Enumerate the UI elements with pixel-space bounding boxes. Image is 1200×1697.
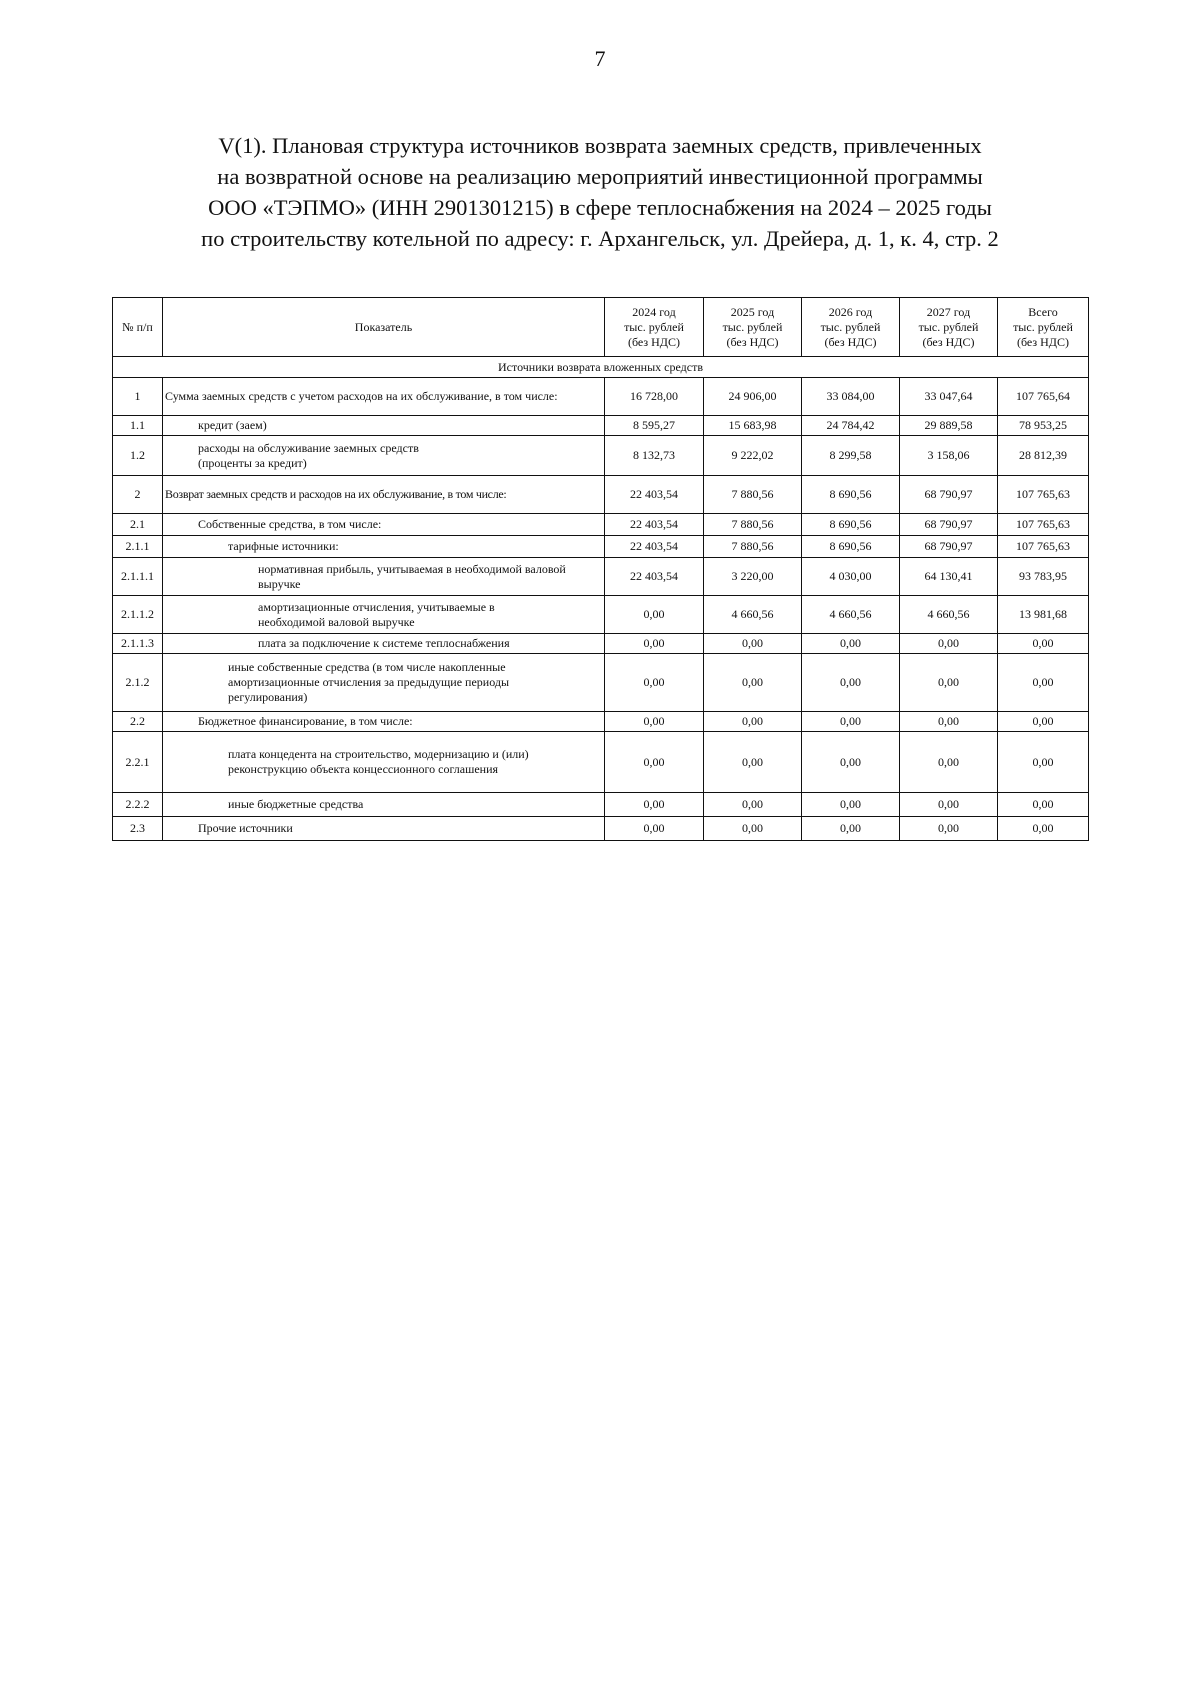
- header-2027: [900, 298, 998, 357]
- title-line-4: по строительству котельной по адресу: г. Архангельск, ул. Дрейера, д. 1, к. 4, стр. 2: [201, 226, 999, 251]
- table-row: [113, 378, 1089, 416]
- row-value-total: 107 765,63: [998, 476, 1089, 514]
- table-row: [113, 596, 1089, 634]
- row-value-2027: 0,00: [900, 817, 998, 841]
- row-value-2024: 0,00: [605, 634, 704, 654]
- table-row: [113, 634, 1089, 654]
- header-total: [998, 298, 1089, 357]
- row-label: тарифные источники:: [163, 536, 605, 558]
- row-value-2025: 15 683,98: [704, 416, 802, 436]
- row-value-2025: 0,00: [704, 732, 802, 793]
- header-2026-line-2: тыс. рублей: [820, 319, 881, 334]
- row-num: 2.1: [113, 514, 163, 536]
- row-label: плата за подключение к системе теплоснабжения: [163, 634, 605, 654]
- header-2025: [704, 298, 802, 357]
- row-value-2024: 0,00: [605, 732, 704, 793]
- row-value-2027: 3 158,06: [900, 436, 998, 476]
- header-2026: [802, 298, 900, 357]
- row-label: иные собственные средства (в том числе накопленные амортизационные отчисления за предыдущие периоды регулирования): [163, 654, 605, 712]
- header-2027-line-1: 2027 год: [926, 304, 971, 319]
- row-value-2026: 0,00: [802, 712, 900, 732]
- row-value-2024: 8 132,73: [605, 436, 704, 476]
- row-value-2026: 0,00: [802, 634, 900, 654]
- row-value-2024: 0,00: [605, 596, 704, 634]
- row-num: 2.2.1: [113, 732, 163, 793]
- table-row: [113, 712, 1089, 732]
- row-value-total: 78 953,25: [998, 416, 1089, 436]
- row-num: 2.1.1.3: [113, 634, 163, 654]
- row-value-2027: 0,00: [900, 654, 998, 712]
- row-value-2027: 4 660,56: [900, 596, 998, 634]
- row-value-2026: 24 784,42: [802, 416, 900, 436]
- row-value-total: 0,00: [998, 793, 1089, 817]
- row-value-2025: 0,00: [704, 712, 802, 732]
- row-label: амортизационные отчисления, учитываемые в необходимой валовой выручке: [163, 596, 605, 634]
- row-value-total: 0,00: [998, 712, 1089, 732]
- row-num: 2.1.2: [113, 654, 163, 712]
- sources-table: [112, 297, 1089, 841]
- row-value-2024: 0,00: [605, 817, 704, 841]
- row-value-2026: 8 299,58: [802, 436, 900, 476]
- row-value-2026: 0,00: [802, 817, 900, 841]
- row-value-2026: 0,00: [802, 793, 900, 817]
- row-num: 1.2: [113, 436, 163, 476]
- row-value-total: 0,00: [998, 817, 1089, 841]
- section-title: Источники возврата вложенных средств: [113, 357, 1089, 378]
- row-num: 2.2: [113, 712, 163, 732]
- row-value-2024: 8 595,27: [605, 416, 704, 436]
- row-value-total: 0,00: [998, 654, 1089, 712]
- table-row: [113, 476, 1089, 514]
- row-value-2026: 8 690,56: [802, 514, 900, 536]
- header-2024-line-1: 2024 год: [632, 304, 676, 319]
- row-value-2024: 22 403,54: [605, 514, 704, 536]
- row-value-2027: 29 889,58: [900, 416, 998, 436]
- row-value-2024: 0,00: [605, 712, 704, 732]
- row-label: иные бюджетные средства: [163, 793, 605, 817]
- row-num: 2.1.1: [113, 536, 163, 558]
- row-label: нормативная прибыль, учитываемая в необходимой валовой выручке: [163, 558, 605, 596]
- row-value-total: 0,00: [998, 634, 1089, 654]
- row-value-2027: 0,00: [900, 634, 998, 654]
- row-value-total: 28 812,39: [998, 436, 1089, 476]
- row-value-2025: 0,00: [704, 654, 802, 712]
- row-value-2024: 16 728,00: [605, 378, 704, 416]
- row-value-2026: 8 690,56: [802, 536, 900, 558]
- row-value-2025: 3 220,00: [704, 558, 802, 596]
- table-header-row: [113, 298, 1089, 357]
- row-value-2025: 4 660,56: [704, 596, 802, 634]
- row-value-total: 0,00: [998, 732, 1089, 793]
- row-value-2027: 0,00: [900, 732, 998, 793]
- row-value-2027: 64 130,41: [900, 558, 998, 596]
- row-value-2026: 0,00: [802, 732, 900, 793]
- header-2024: [605, 298, 704, 357]
- header-indicator: Показатель: [163, 298, 605, 357]
- row-value-total: 13 981,68: [998, 596, 1089, 634]
- row-label: расходы на обслуживание заемных средств (проценты за кредит): [163, 436, 605, 476]
- row-value-total: 107 765,63: [998, 514, 1089, 536]
- table-row: [113, 416, 1089, 436]
- row-value-2024: 0,00: [605, 654, 704, 712]
- header-2024-line-2: тыс. рублей: [624, 319, 684, 334]
- header-total-line-2: тыс. рублей: [1013, 319, 1073, 334]
- header-2024-line-3: (без НДС): [627, 334, 680, 349]
- row-value-2026: 33 084,00: [802, 378, 900, 416]
- header-2025-line-2: тыс. рублей: [722, 319, 783, 334]
- row-value-2026: 4 030,00: [802, 558, 900, 596]
- header-2026-line-3: (без НДС): [824, 334, 877, 349]
- row-value-2025: 0,00: [704, 793, 802, 817]
- table-row: [113, 817, 1089, 841]
- row-value-2026: 0,00: [802, 654, 900, 712]
- row-value-2025: 0,00: [704, 817, 802, 841]
- row-label: Прочие источники: [163, 817, 605, 841]
- row-num: 1: [113, 378, 163, 416]
- header-2026-line-1: 2026 год: [828, 304, 873, 319]
- header-2025-line-1: 2025 год: [730, 304, 775, 319]
- header-total-line-3: (без НДС): [1016, 334, 1069, 349]
- header-num: № п/п: [113, 298, 163, 357]
- row-value-total: 107 765,64: [998, 378, 1089, 416]
- title-line-1: V(1). Плановая структура источников возврата заемных средств, привлеченных: [218, 133, 982, 158]
- row-value-2027: 68 790,97: [900, 514, 998, 536]
- header-2025-line-3: (без НДС): [726, 334, 779, 349]
- document-title: [100, 130, 1100, 254]
- table-row: [113, 654, 1089, 712]
- row-value-2027: 33 047,64: [900, 378, 998, 416]
- row-value-total: 107 765,63: [998, 536, 1089, 558]
- row-value-2027: 0,00: [900, 712, 998, 732]
- row-value-2025: 7 880,56: [704, 476, 802, 514]
- section-row: [113, 357, 1089, 378]
- row-value-2024: 0,00: [605, 793, 704, 817]
- row-num: 2.3: [113, 817, 163, 841]
- row-label: плата концедента на строительство, модернизацию и (или) реконструкцию объекта концессионного соглашения: [163, 732, 605, 793]
- table-row: [113, 514, 1089, 536]
- row-value-total: 93 783,95: [998, 558, 1089, 596]
- row-value-2027: 0,00: [900, 793, 998, 817]
- row-num: 2: [113, 476, 163, 514]
- row-label: Сумма заемных средств с учетом расходов на их обслуживание, в том числе:: [163, 378, 605, 416]
- header-2027-line-2: тыс. рублей: [918, 319, 979, 334]
- row-num: 1.1: [113, 416, 163, 436]
- row-value-2024: 22 403,54: [605, 476, 704, 514]
- row-num: 2.1.1.1: [113, 558, 163, 596]
- row-value-2024: 22 403,54: [605, 536, 704, 558]
- row-value-2027: 68 790,97: [900, 476, 998, 514]
- row-value-2027: 68 790,97: [900, 536, 998, 558]
- row-label: Бюджетное финансирование, в том числе:: [163, 712, 605, 732]
- row-value-2025: 7 880,56: [704, 514, 802, 536]
- header-2027-line-3: (без НДС): [922, 334, 975, 349]
- row-value-2025: 24 906,00: [704, 378, 802, 416]
- title-line-2: на возвратной основе на реализацию мероприятий инвестиционной программы: [217, 164, 983, 189]
- row-num: 2.2.2: [113, 793, 163, 817]
- table-row: [113, 436, 1089, 476]
- row-value-2024: 22 403,54: [605, 558, 704, 596]
- table-row: [113, 793, 1089, 817]
- row-value-2026: 8 690,56: [802, 476, 900, 514]
- table-row: [113, 536, 1089, 558]
- table-row: [113, 732, 1089, 793]
- row-value-2025: 7 880,56: [704, 536, 802, 558]
- table-row: [113, 558, 1089, 596]
- row-label: Возврат заемных средств и расходов на их обслуживание, в том числе:: [163, 476, 605, 514]
- row-value-2026: 4 660,56: [802, 596, 900, 634]
- row-label: кредит (заем): [163, 416, 605, 436]
- title-line-3: ООО «ТЭПМО» (ИНН 2901301215) в сфере теплоснабжения на 2024 – 2025 годы: [208, 195, 992, 220]
- row-value-2025: 9 222,02: [704, 436, 802, 476]
- row-label: Собственные средства, в том числе:: [163, 514, 605, 536]
- page-number: 7: [594, 46, 606, 71]
- row-value-2025: 0,00: [704, 634, 802, 654]
- row-num: 2.1.1.2: [113, 596, 163, 634]
- header-total-line-1: Всего: [1028, 304, 1058, 319]
